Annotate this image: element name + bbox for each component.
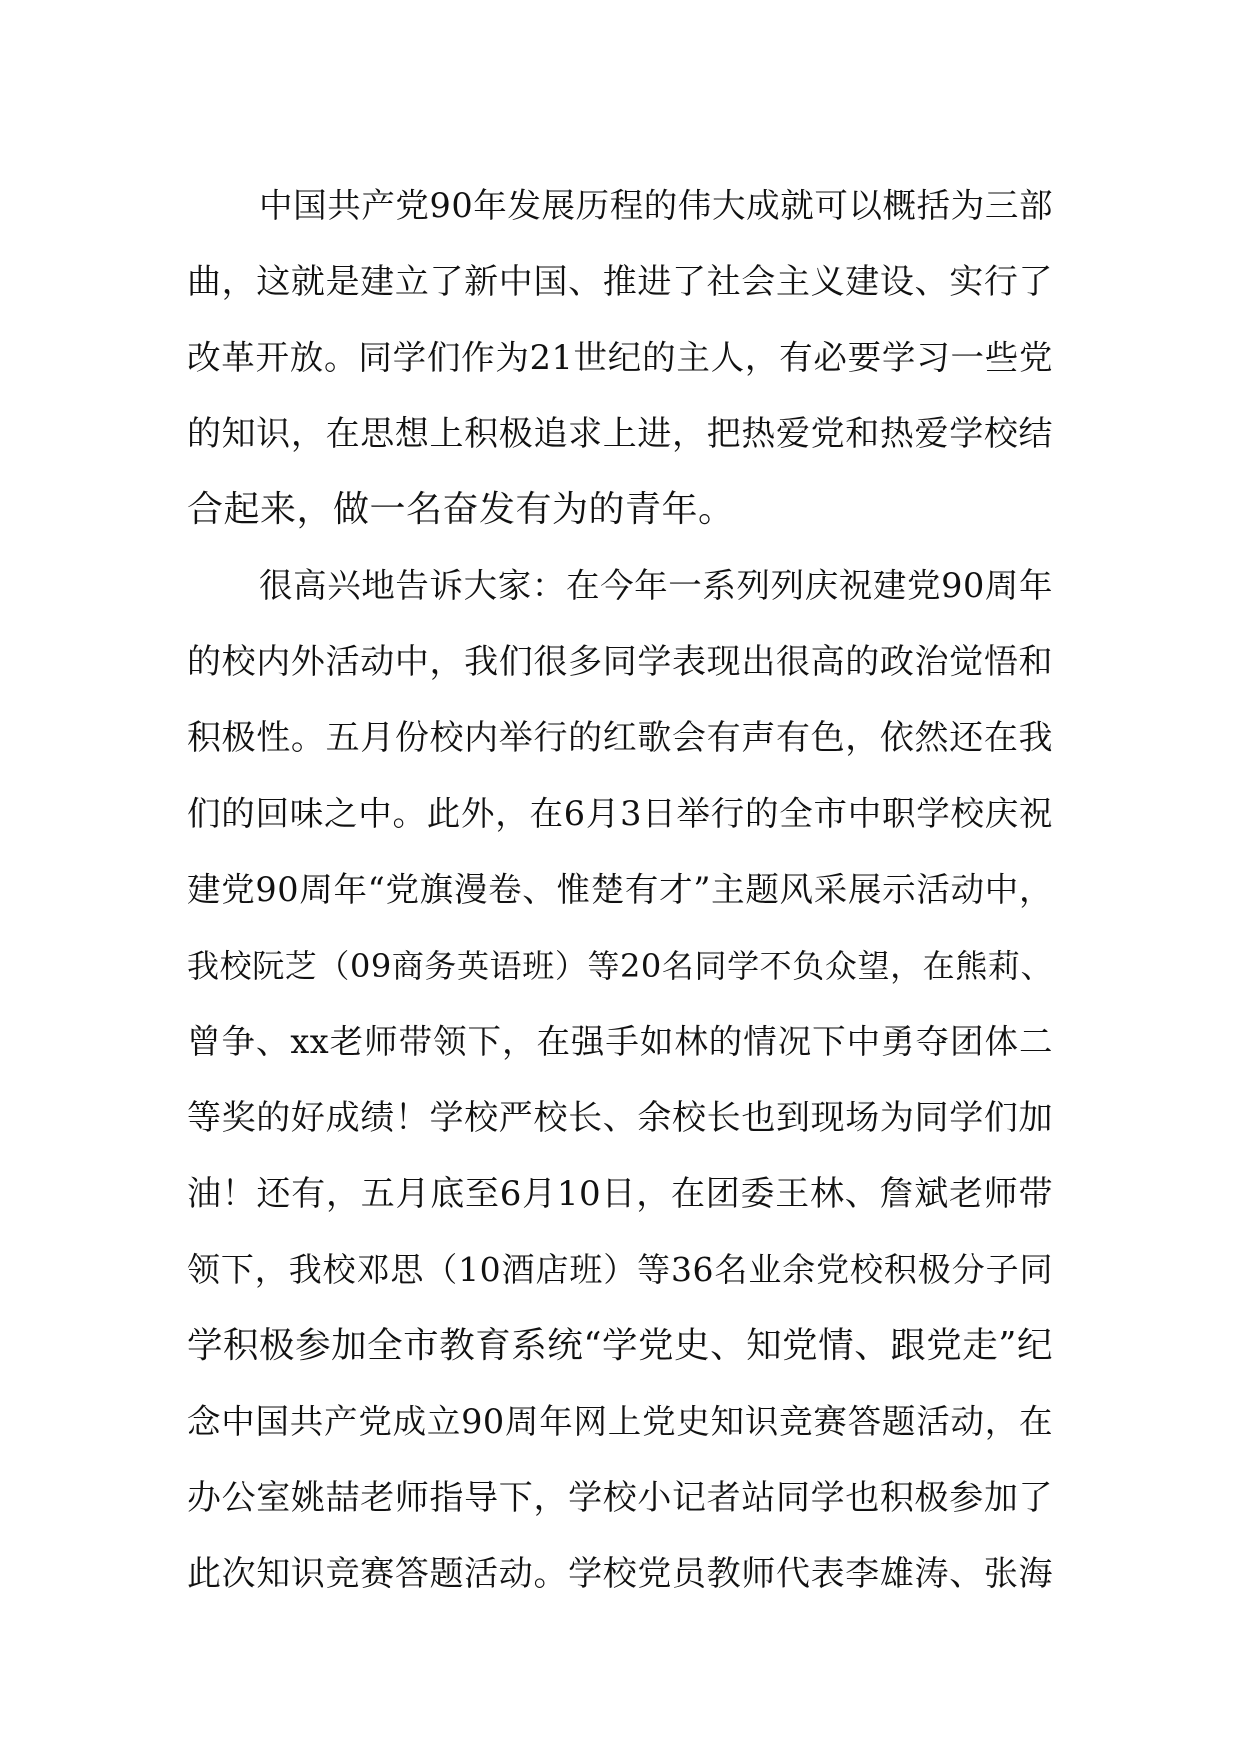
text-line: 很高兴地告诉大家：在今年一系列列庆祝建党90周年 <box>259 566 1053 605</box>
text-line: 领下，我校邓思（10酒店班）等36名业余党校积极分子同 <box>187 1250 1053 1289</box>
text-line: 曾争、xx老师带领下，在强手如林的情况下中勇夺团体二 <box>187 1022 1053 1061</box>
text-line: 念中国共产党成立90周年网上党史知识竞赛答题活动，在 <box>187 1402 1053 1441</box>
text-line: 等奖的好成绩！学校严校长、余校长也到现场为同学们加 <box>187 1098 1053 1138</box>
paragraph-2 <box>187 548 1053 1612</box>
text-line: 办公室姚喆老师指导下，学校小记者站同学也积极参加了 <box>187 1478 1053 1518</box>
text-line: 们的回味之中。此外，在6月3日举行的全市中职学校庆祝 <box>187 794 1053 833</box>
text-line: 建党90周年“党旗漫卷、惟楚有才”主题风采展示活动中， <box>187 870 1053 909</box>
text-line: 的知识，在思想上积极追求上进，把热爱党和热爱学校结 <box>187 414 1053 454</box>
body-text <box>187 168 1053 1612</box>
text-line: 积极性。五月份校内举行的红歌会有声有色，依然还在我 <box>187 718 1053 758</box>
text-line: 油！还有，五月底至6月10日，在团委王林、詹斌老师带 <box>187 1174 1053 1214</box>
text-line: 我校阮芝（09商务英语班）等20名同学不负众望，在熊莉、 <box>187 947 1053 985</box>
paragraph-1 <box>187 168 1053 548</box>
text-line: 改革开放。同学们作为21世纪的主人，有必要学习一些党 <box>187 338 1053 377</box>
text-line: 此次知识竞赛答题活动。学校党员教师代表李雄涛、张海 <box>187 1554 1053 1594</box>
text-line: 曲，这就是建立了新中国、推进了社会主义建设、实行了 <box>187 262 1053 302</box>
text-line: 中国共产党90年发展历程的伟大成就可以概括为三部 <box>259 186 1053 225</box>
text-line: 合起来，做一名奋发有为的青年。 <box>187 489 735 530</box>
text-line: 的校内外活动中，我们很多同学表现出很高的政治觉悟和 <box>187 642 1053 682</box>
text-line: 学积极参加全市教育系统“学党史、知党情、跟党走”纪 <box>187 1325 1053 1366</box>
